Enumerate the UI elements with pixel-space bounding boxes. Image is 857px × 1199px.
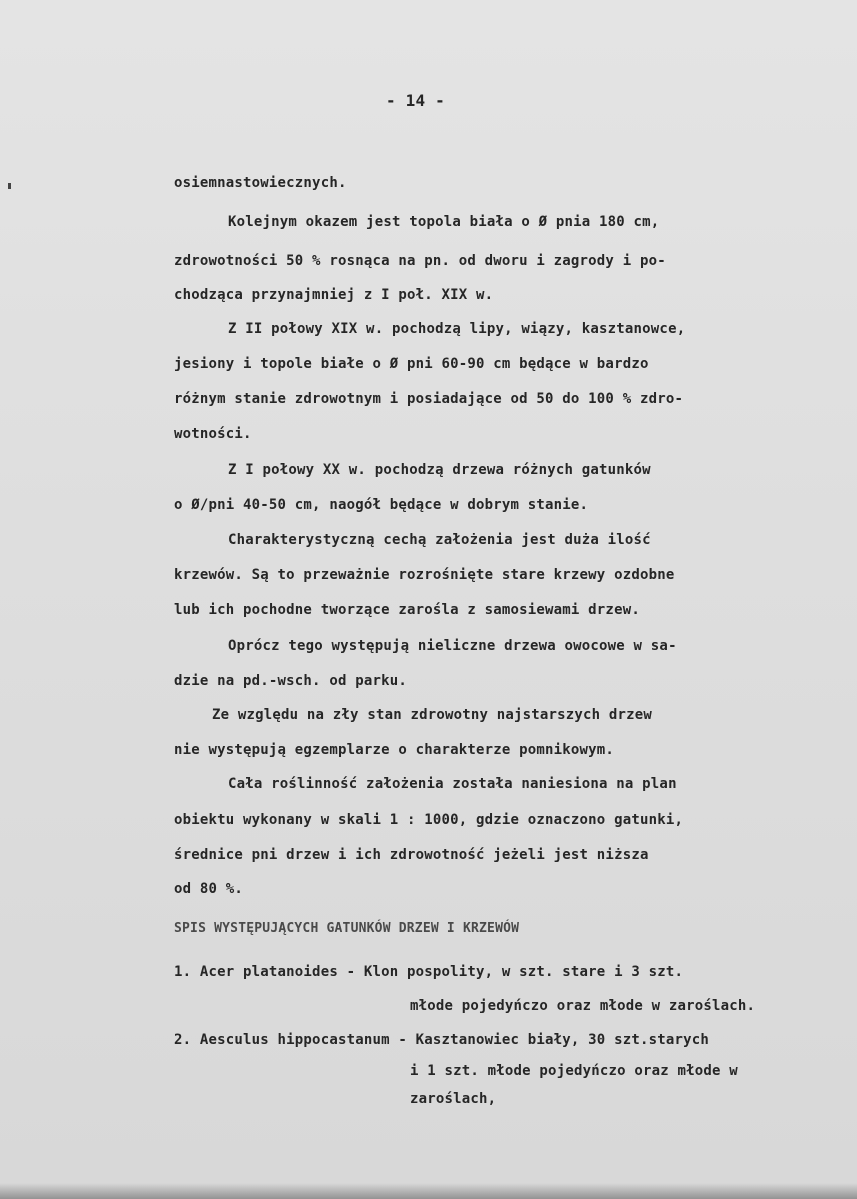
text-line: różnym stanie zdrowotnym i posiadające od 50 do 100 % zdro- [174, 391, 684, 407]
text-line: wotności. [174, 426, 252, 442]
text-line: krzewów. Są to przeważnie rozrośnięte stare krzewy ozdobne [174, 567, 675, 583]
text-line: Oprócz tego występują nieliczne drzewa owocowe w sa- [228, 638, 677, 654]
text-line: obiektu wykonany w skali 1 : 1000, gdzie oznaczono gatunki, [174, 812, 684, 828]
text-line: jesiony i topole białe o Ø pni 60-90 cm będące w bardzo [174, 356, 649, 372]
text-line: lub ich pochodne tworzące zarośla z samosiewami drzew. [174, 602, 640, 618]
species-entry: 1. Acer platanoides - Klon pospolity, w szt. stare i 3 szt. [174, 964, 684, 980]
text-line: od 80 %. [174, 881, 244, 897]
text-line: nie występują egzemplarze o charakterze pomnikowym. [174, 742, 615, 758]
text-line: Z II połowy XIX w. pochodzą lipy, wiązy, kasztanowce, [228, 321, 686, 337]
species-entry-continuation: młode pojedyńczo oraz młode w zaroślach. [410, 998, 756, 1014]
species-list-heading: SPIS WYSTĘPUJĄCYCH GATUNKÓW DRZEW I KRZEWÓW [174, 921, 520, 936]
text-line: Z I połowy XX w. pochodzą drzewa różnych gatunków [228, 462, 651, 478]
text-line: Charakterystyczną cechą założenia jest duża ilość [228, 532, 651, 548]
text-line: Cała roślinność założenia została naniesiona na plan [228, 776, 677, 792]
text-line: o Ø/pni 40-50 cm, naogół będące w dobrym stanie. [174, 497, 589, 513]
text-line: zdrowotności 50 % rosnąca na pn. od dworu i zagrody i po- [174, 253, 666, 269]
margin-mark [8, 183, 11, 189]
text-line: osiemnastowiecznych. [174, 175, 347, 191]
text-line: dzie na pd.-wsch. od parku. [174, 673, 407, 689]
species-entry: 2. Aesculus hippocastanum - Kasztanowiec biały, 30 szt.starych [174, 1032, 709, 1048]
text-line: średnice pni drzew i ich zdrowotność jeżeli jest niższa [174, 847, 649, 863]
species-entry-continuation: zaroślach, [410, 1091, 497, 1107]
text-line: Ze względu na zły stan zdrowotny najstarszych drzew [212, 707, 653, 723]
species-entry-continuation: i 1 szt. młode pojedyńczo oraz młode w [410, 1063, 738, 1079]
text-line: chodząca przynajmniej z I poł. XIX w. [174, 287, 494, 303]
text-line: Kolejnym okazem jest topola biała o Ø pnia 180 cm, [228, 214, 660, 230]
page-bottom-edge [0, 1183, 857, 1199]
page-number: - 14 - [386, 91, 445, 110]
